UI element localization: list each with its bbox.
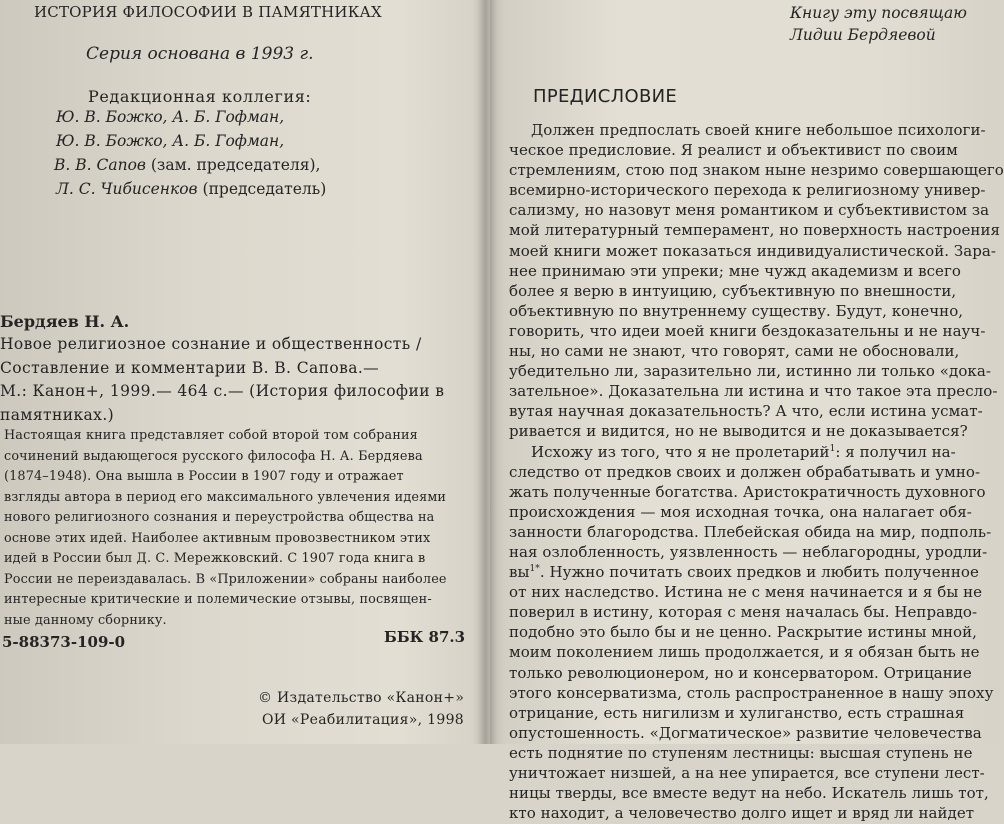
footnote-marker: 1 <box>829 443 836 454</box>
preface-line: поверил в истину, которая с меня началась бы. Неправдо- <box>509 603 978 622</box>
board-member-name: В. В. Сапов <box>54 156 146 174</box>
annotation-line: идей в России был Д. С. Мережковский. С 1907 года книга в <box>4 551 426 566</box>
preface-line <box>509 563 989 583</box>
annotation-line: России не переиздавалась. В «Приложении» собраны наиболее <box>4 571 447 587</box>
preface-line: кто находит, а человечество долго ищет и вряд ли найдет <box>509 804 975 823</box>
preface-line: Должен предпослать своей книге небольшое психологи- <box>531 121 986 139</box>
bbk-code: ББК 87.3 <box>384 628 466 646</box>
footnote-marker: 1* <box>529 564 540 575</box>
copyright-line: ОИ «Реабилитация», 1998 <box>262 712 464 728</box>
preface-line: происхождения — моя исходная точка, она налагает обя- <box>509 502 972 521</box>
board-member-role: (зам. председателя), <box>145 156 321 174</box>
preface-line: опустошенность. «Догматическое» развитие человечества <box>509 723 982 742</box>
isbn: 5-88373-109-0 <box>2 633 126 651</box>
preface-line: занности благородства. Плебейская обида на мир, подполь- <box>509 522 992 541</box>
annotation-line: (1874–1948). Она вышла в России в 1907 году и отражает <box>4 469 404 484</box>
preface-line: подобно это было бы и не ценно. Раскрытие истины мной, <box>509 623 977 642</box>
copyright-line: © Издательство «Канон+» <box>258 690 465 706</box>
preface-line: ны, но сами не знают, что говорят, сами не обосновали, <box>509 342 960 361</box>
editorial-board-label: Редакционная коллегия: <box>88 87 312 106</box>
series-title: ИСТОРИЯ ФИЛОСОФИИ В ПАМЯТНИКАХ <box>34 3 382 21</box>
preface-line: сализму, но назовут меня романтиком и субъективистом за <box>509 201 990 220</box>
preface-line: вутая научная доказательность? А что, если истина усмат- <box>509 402 983 421</box>
bibliographic-line: М.: Канон+, 1999.— 464 с.— (История философии в <box>0 382 445 400</box>
preface-text <box>509 121 1004 824</box>
board-member <box>54 156 324 180</box>
bibliographic-line: памятниках.) <box>0 405 115 424</box>
bibliographic-line: Новое религиозное сознание и общественность / <box>0 335 422 353</box>
preface-line: более я верю в интуицию, субъективную по внешности, <box>509 281 957 300</box>
preface-line: моей книги может показаться индивидуалистической. Зара- <box>509 241 997 260</box>
preface-line-end: . Нужно почитать своих предков и любить полученное <box>539 563 979 582</box>
annotation-line: ные данному сборнику. <box>4 612 167 628</box>
bibliographic-lines <box>0 335 444 429</box>
preface-line: ческое предисловие. Я реалист и объективист по своим <box>509 141 958 160</box>
series-founded: Серия основана в 1993 г. <box>86 44 314 64</box>
preface-line: зательное». Доказательна ли истина и что такое эта пресло- <box>509 382 998 401</box>
annotation-line: интересные критические и полемические отзывы, посвящен- <box>4 592 432 607</box>
board-member <box>56 132 326 156</box>
preface-line: отрицание, есть нигилизм и хулиганство, есть страшная <box>509 703 965 722</box>
board-member-name: Ю. В. Божко, А. Б. Гофман, <box>56 132 285 150</box>
preface-line: всемирно-исторического перехода к религиозному универ- <box>509 181 986 200</box>
preface-line: от них наследство. Истина не с меня начинается и я бы не <box>509 583 983 602</box>
board-member-name: Ю. В. Божко, А. Б. Гофман, <box>56 108 285 126</box>
board-member <box>56 108 326 132</box>
dedication-line: Лидии Бердяевой <box>790 26 936 44</box>
preface-line: этого консерватизма, столь распространенное в нашу эпоху <box>509 683 994 702</box>
bibliographic-line: Составление и комментарии В. В. Сапова.— <box>0 358 380 377</box>
preface-line: нее принимаю эти упреки; мне чужд академизм и всего <box>509 261 961 280</box>
dedication <box>790 4 967 48</box>
preface-line: объективную по внутреннему существу. Будут, конечно, <box>509 301 964 320</box>
preface-line-start: Исхожу из того, что я не пролетарий <box>531 442 830 461</box>
right-page <box>494 0 1004 823</box>
preface-line: есть поднятие по ступеням лестницы: высшая ступень не <box>509 743 973 762</box>
preface-line: мой литературный темперамент, но поверхность настроения <box>509 221 1001 240</box>
preface-line: жать полученные богатства. Аристократичность духовного <box>509 482 986 501</box>
preface-line: говорить, что идеи моей книги бездоказательны и не науч- <box>509 321 986 340</box>
annotation-line: сочинений выдающегося русского философа Н. А. Бердяева <box>4 448 423 464</box>
bibliographic-author: Бердяев Н. А. <box>0 312 130 331</box>
board-member <box>56 180 326 204</box>
book-annotation <box>4 428 476 633</box>
preface-line-end: : я получил на- <box>835 442 956 461</box>
editorial-board-list <box>52 108 327 204</box>
annotation-line: взгляды автора в период его максимального увлечения идеями <box>4 489 447 505</box>
preface-line: только революционером, но и консерватором. Отрицание <box>509 663 972 682</box>
preface-line: моим поколением лишь продолжается, и я обязан быть не <box>509 643 980 662</box>
board-member-role: (председатель) <box>197 180 327 198</box>
preface-line: ницы тверды, все вместе ведут на небо. Искатель лишь тот, <box>509 784 989 803</box>
annotation-line: Настоящая книга представляет собой второй том собрания <box>4 428 418 443</box>
preface-line: убедительно ли, заразительно ли, истинно ли только «дока- <box>509 362 991 381</box>
preface-line: ная озлобленность, уязвленность — неблагородны, уродли- <box>509 542 988 561</box>
preface-line: ривается и видится, но не выводится и не доказывается? <box>509 422 968 441</box>
preface-line <box>509 443 989 463</box>
preface-line: уничтожает низшей, а на нее упирается, все ступени лест- <box>509 764 985 782</box>
preface-line: стремлениям, стою под знаком ныне незримо совершающего <box>509 161 1004 180</box>
dedication-line: Книгу эту посвящаю <box>790 4 967 22</box>
board-member-name: Л. С. Чибисенков <box>56 180 198 198</box>
copyright-notice <box>258 690 464 734</box>
preface-line-start: вы <box>509 563 530 582</box>
annotation-line: основе этих идей. Наиболее активным провозвестником этих <box>4 530 431 546</box>
preface-title: ПРЕДИСЛОВИЕ <box>533 86 678 107</box>
preface-line: следство от предков своих и должен обрабатывать и умно- <box>509 462 981 481</box>
left-page <box>0 0 478 744</box>
annotation-line: нового религиозного сознания и переустройства общества на <box>4 510 435 525</box>
